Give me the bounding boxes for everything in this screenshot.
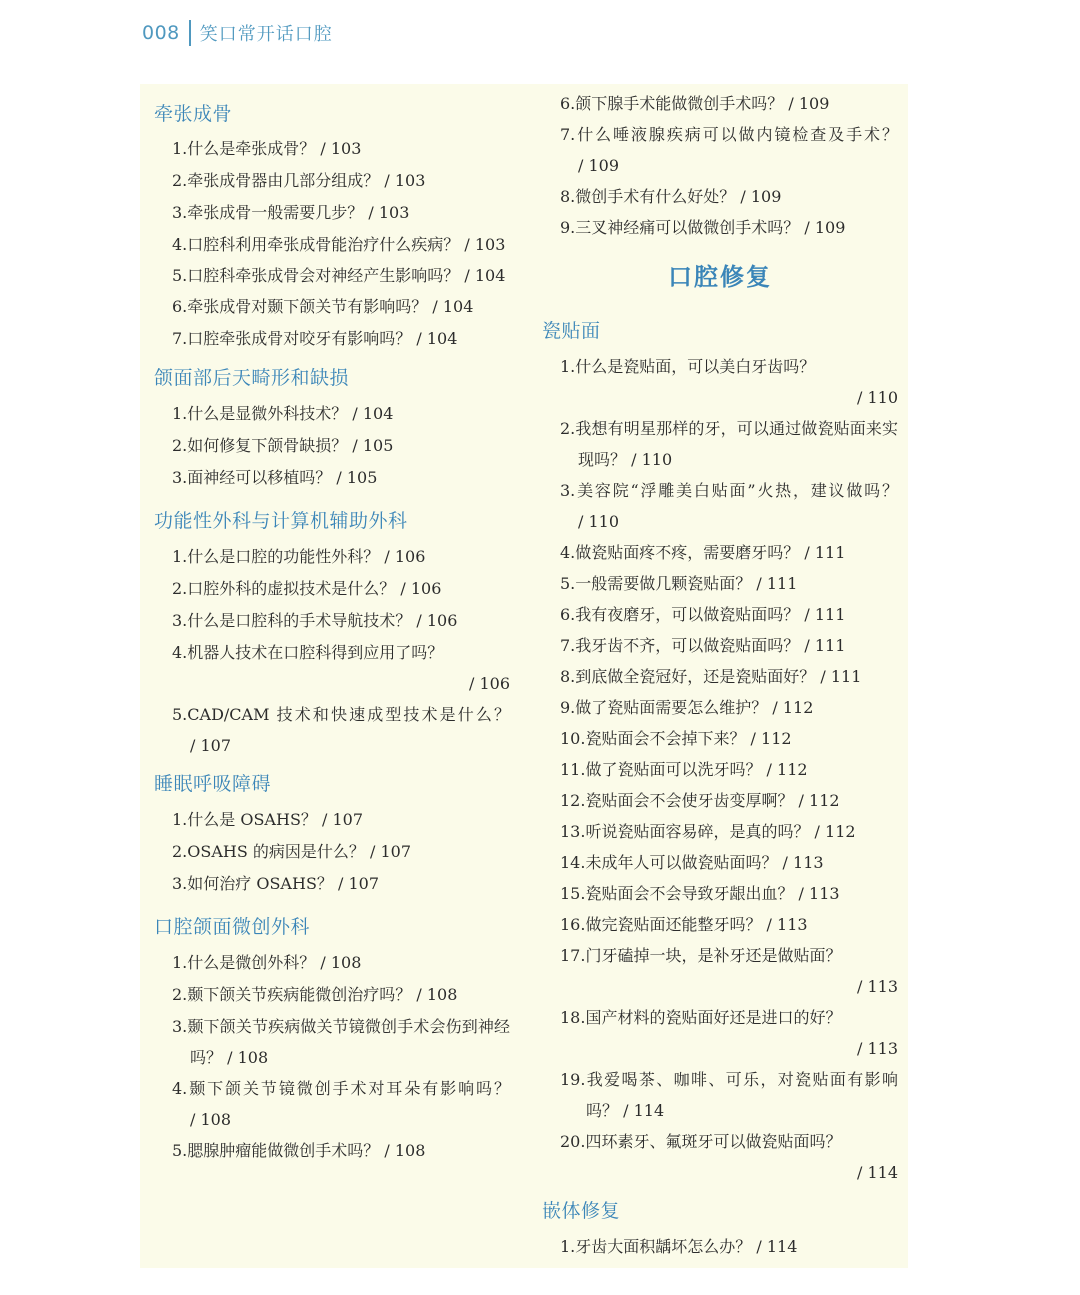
toc-item[interactable]: 12.瓷贴面会不会使牙齿变厚啊？ / 112 <box>560 791 840 810</box>
toc-item[interactable]: 18.国产材料的瓷贴面好还是进口的好？ / 113 <box>560 1008 898 1058</box>
section-items <box>154 398 510 494</box>
toc-item[interactable]: 1.什么是微创外科？ / 108 <box>172 953 362 972</box>
toc-panel <box>140 84 908 1268</box>
toc-item[interactable]: 7.什么唾液腺疾病可以做内镜检查及手术？ / 109 <box>560 125 898 175</box>
toc-item[interactable]: 7.我牙齿不齐，可以做瓷贴面吗？ / 111 <box>560 636 846 655</box>
book-title: 笑口常开话口腔 <box>199 24 333 45</box>
part-title: 口腔修复 <box>668 263 772 291</box>
section-heading: 颌面部后天畸形和缺损 <box>154 367 350 389</box>
toc-item[interactable]: 8.到底做全瓷冠好，还是瓷贴面好？ / 111 <box>560 667 862 686</box>
toc-item[interactable]: 9.三叉神经痛可以做微创手术吗？ / 109 <box>560 218 846 237</box>
toc-item[interactable]: 2.我想有明星那样的牙，可以通过做瓷贴面来实现吗？ / 110 <box>560 419 898 469</box>
toc-item[interactable]: 5.腮腺肿瘤能做微创手术吗？ / 108 <box>172 1141 426 1160</box>
toc-item[interactable]: 5.口腔科牵张成骨会对神经产生影响吗？ / 104 <box>172 266 506 285</box>
continued-items <box>542 88 898 243</box>
toc-item[interactable]: 4.颞下颌关节镜微创手术对耳朵有影响吗？ / 108 <box>172 1079 510 1129</box>
toc-item[interactable]: 2.颞下颌关节疾病能微创治疗吗？ / 108 <box>172 985 458 1004</box>
toc-item[interactable]: 6.我有夜磨牙，可以做瓷贴面吗？ / 111 <box>560 605 846 624</box>
toc-item[interactable]: 3.什么是口腔科的手术导航技术？ / 106 <box>172 611 458 630</box>
toc-item[interactable]: 1.什么是口腔的功能性外科？ / 106 <box>172 547 426 566</box>
toc-item[interactable]: 10.瓷贴面会不会掉下来？ / 112 <box>560 729 792 748</box>
section-items <box>154 541 510 761</box>
section-heading: 功能性外科与计算机辅助外科 <box>154 510 408 532</box>
section-items <box>154 133 510 355</box>
toc-left-column <box>154 84 510 1167</box>
toc-right-column <box>542 84 898 1263</box>
section-items <box>542 351 898 1188</box>
toc-item[interactable]: 13.听说瓷贴面容易碎，是真的吗？ / 112 <box>560 822 856 841</box>
toc-item[interactable]: 4.做瓷贴面疼不疼，需要磨牙吗？ / 111 <box>560 543 846 562</box>
toc-item[interactable]: 9.做了瓷贴面需要怎么维护？ / 112 <box>560 698 814 717</box>
section-heading: 瓷贴面 <box>542 320 601 342</box>
toc-item[interactable]: 16.做完瓷贴面还能整牙吗？ / 113 <box>560 915 808 934</box>
toc-item[interactable]: 4.机器人技术在口腔科得到应用了吗？ / 106 <box>172 643 510 693</box>
toc-item[interactable]: 1.什么是 OSAHS？ / 107 <box>172 810 364 829</box>
toc-item[interactable]: 7.口腔牵张成骨对咬牙有影响吗？ / 104 <box>172 329 458 348</box>
toc-item[interactable]: 1.牙齿大面积龋坏怎么办？ / 114 <box>560 1237 798 1256</box>
toc-item[interactable]: 1.什么是显微外科技术？ / 104 <box>172 404 394 423</box>
section-heading: 睡眠呼吸障碍 <box>154 773 272 795</box>
toc-item[interactable]: 1.什么是牵张成骨？ / 103 <box>172 139 362 158</box>
toc-item[interactable]: 15.瓷贴面会不会导致牙龈出血？ / 113 <box>560 884 840 903</box>
section-heading: 嵌体修复 <box>542 1200 621 1222</box>
toc-item[interactable]: 2.如何修复下颌骨缺损？ / 105 <box>172 436 394 455</box>
toc-item[interactable]: 2.口腔外科的虚拟技术是什么？ / 106 <box>172 579 442 598</box>
toc-item[interactable]: 3.如何治疗 OSAHS？ / 107 <box>172 874 380 893</box>
toc-item[interactable]: 19.我爱喝茶、咖啡、可乐，对瓷贴面有影响吗？ / 114 <box>560 1070 898 1120</box>
section-heading: 牵张成骨 <box>154 103 233 125</box>
page-header <box>142 18 333 48</box>
toc-item[interactable]: 14.未成年人可以做瓷贴面吗？ / 113 <box>560 853 824 872</box>
section-items <box>154 947 510 1167</box>
section-items <box>542 1231 898 1263</box>
toc-item[interactable]: 11.做了瓷贴面可以洗牙吗？ / 112 <box>560 760 808 779</box>
toc-item[interactable]: 5.一般需要做几颗瓷贴面？ / 111 <box>560 574 798 593</box>
toc-item[interactable]: 3.颞下颌关节疾病做关节镜微创手术会伤到神经吗？ / 108 <box>172 1017 510 1067</box>
toc-item[interactable]: 8.微创手术有什么好处？ / 109 <box>560 187 782 206</box>
toc-item[interactable]: 2.OSAHS 的病因是什么？ / 107 <box>172 842 412 861</box>
toc-item[interactable]: 5.CAD/CAM 技术和快速成型技术是什么？ / 107 <box>172 705 510 755</box>
toc-item[interactable]: 6.牵张成骨对颞下颌关节有影响吗？ / 104 <box>172 297 474 316</box>
section-heading: 口腔颌面微创外科 <box>154 916 311 938</box>
toc-item[interactable]: 3.美容院“浮雕美白贴面”火热，建议做吗？ / 110 <box>560 481 898 531</box>
toc-item[interactable]: 20.四环素牙、氟斑牙可以做瓷贴面吗？ / 114 <box>560 1132 898 1182</box>
toc-item[interactable]: 3.牵张成骨一般需要几步？ / 103 <box>172 203 410 222</box>
section-items <box>154 804 510 900</box>
toc-item[interactable]: 4.口腔科利用牵张成骨能治疗什么疾病？ / 103 <box>172 235 506 254</box>
toc-item[interactable]: 1.什么是瓷贴面，可以美白牙齿吗？ / 110 <box>560 357 898 407</box>
toc-item[interactable]: 3.面神经可以移植吗？ / 105 <box>172 468 378 487</box>
header-divider <box>189 20 191 46</box>
toc-item[interactable]: 17.门牙磕掉一块，是补牙还是做贴面？ / 113 <box>560 946 898 996</box>
toc-item[interactable]: 6.颌下腺手术能做微创手术吗？ / 109 <box>560 94 830 113</box>
toc-item[interactable]: 2.牵张成骨器由几部分组成？ / 103 <box>172 171 426 190</box>
page-number: 008 <box>142 22 180 44</box>
